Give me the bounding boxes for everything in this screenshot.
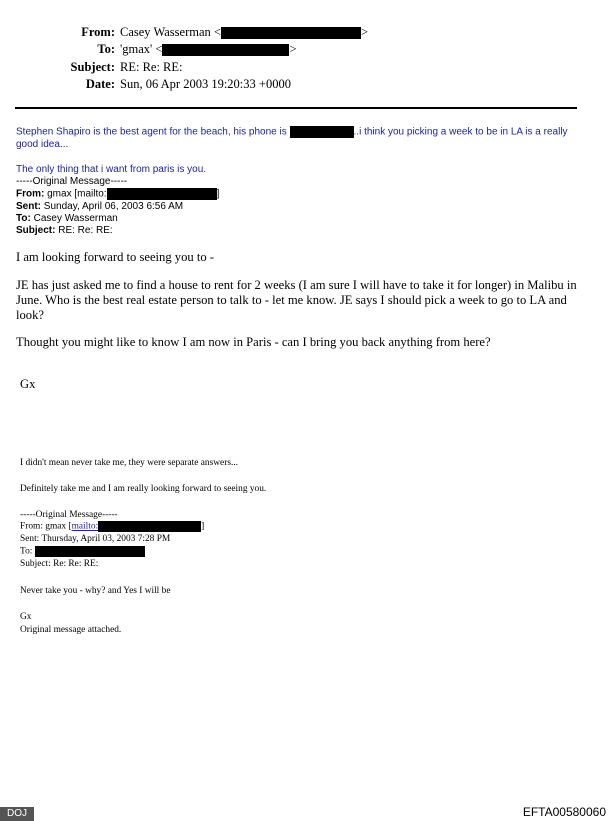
orig1-to-value: Casey Wasserman <box>33 213 118 224</box>
orig1-subject-row <box>16 225 113 237</box>
orig1-sent-value: Sunday, April 06, 2003 6:56 AM <box>43 201 184 212</box>
orig1-sent-label: Sent: <box>16 201 41 212</box>
body2-to-label: To: <box>20 546 33 557</box>
orig1-to-row <box>16 213 118 225</box>
redaction-bar <box>290 126 354 138</box>
body1-para-3: Thought you might like to know I am now in Paris - can I bring you back anything from here? <box>16 335 491 349</box>
body2-para-3: Never take you - why? and Yes I will be <box>20 586 171 596</box>
orig1-from-close: ] <box>216 188 220 200</box>
header-from-close: > <box>360 25 368 39</box>
body2-signature: Gx <box>20 612 32 622</box>
body2-subject-row: Subject: Re: Re: RE: <box>20 559 99 569</box>
body1-para-2-line-2: June. Who is the best real estate person to talk to - let me know. JE says I should pick a week to go to LA and <box>16 293 567 307</box>
header-date-value: Sun, 06 Apr 2003 19:20:33 +0000 <box>120 77 291 91</box>
header-subject-label: Subject: <box>70 60 115 74</box>
body2-from-row <box>20 521 204 533</box>
reply-text-a: Stephen Shapiro is the best agent for the beach, his phone is <box>16 126 287 138</box>
orig1-subject-value: RE: Re: RE: <box>58 225 113 236</box>
doj-stamp: DOJ <box>0 807 34 821</box>
bates-number: EFTA00580060 <box>522 805 606 819</box>
header-divider <box>15 107 577 109</box>
orig1-from-row <box>16 188 219 201</box>
original-message-divider: -----Original Message----- <box>16 176 128 187</box>
orig1-from-label: From: <box>16 188 45 200</box>
redaction-bar <box>221 27 361 39</box>
redaction-bar <box>98 521 201 532</box>
header-to-value: 'gmax' < <box>120 42 163 56</box>
reply-line-2: good idea... <box>16 139 69 150</box>
body2-para-1: I didn't mean never take me, they were separate answers... <box>20 458 239 468</box>
orig1-subject-label: Subject: <box>16 225 56 236</box>
redaction-bar <box>107 188 217 200</box>
redaction-bar <box>35 546 145 557</box>
orig1-to-label: To: <box>16 213 31 224</box>
body2-sent-row: Sent: Thursday, April 03, 2003 7:28 PM <box>20 534 171 544</box>
body2-from-value: From: gmax [ <box>20 521 72 532</box>
body2-to-row <box>20 546 145 558</box>
body1-signature: Gx <box>20 377 36 391</box>
header-to-close: > <box>289 42 297 56</box>
header-date-label: Date: <box>85 77 115 91</box>
body2-from-close: ] <box>201 521 205 532</box>
reply-line-3: The only thing that i want from paris is you. <box>16 164 207 175</box>
header-subject-value: RE: Re: RE: <box>120 60 183 74</box>
reply-line-1 <box>16 126 568 139</box>
body1-para-2-line-3: look? <box>16 308 44 322</box>
orig1-sent-row <box>16 201 183 213</box>
body2-original-divider: -----Original Message----- <box>20 510 118 520</box>
body2-attached-note: Original message attached. <box>20 625 122 635</box>
header-from-value: Casey Wasserman < <box>120 25 221 39</box>
orig1-from-value: gmax [mailto: <box>47 188 107 200</box>
redaction-bar <box>162 44 289 56</box>
body1-para-2-line-1: JE has just asked me to find a house to rent for 2 weeks (I am sure I will have to take it for longer) in Malibu in <box>16 278 577 292</box>
body2-para-2: Definitely take me and I am really looking forward to seeing you. <box>20 484 267 494</box>
reply-text-b: ..i think you picking a week to be in LA is a really <box>353 126 568 138</box>
header-from-label: From: <box>81 25 115 39</box>
mailto-link[interactable]: mailto: <box>71 521 99 532</box>
header-to-label: To: <box>97 42 115 56</box>
body1-para-1: I am looking forward to seeing you to - <box>16 250 214 264</box>
